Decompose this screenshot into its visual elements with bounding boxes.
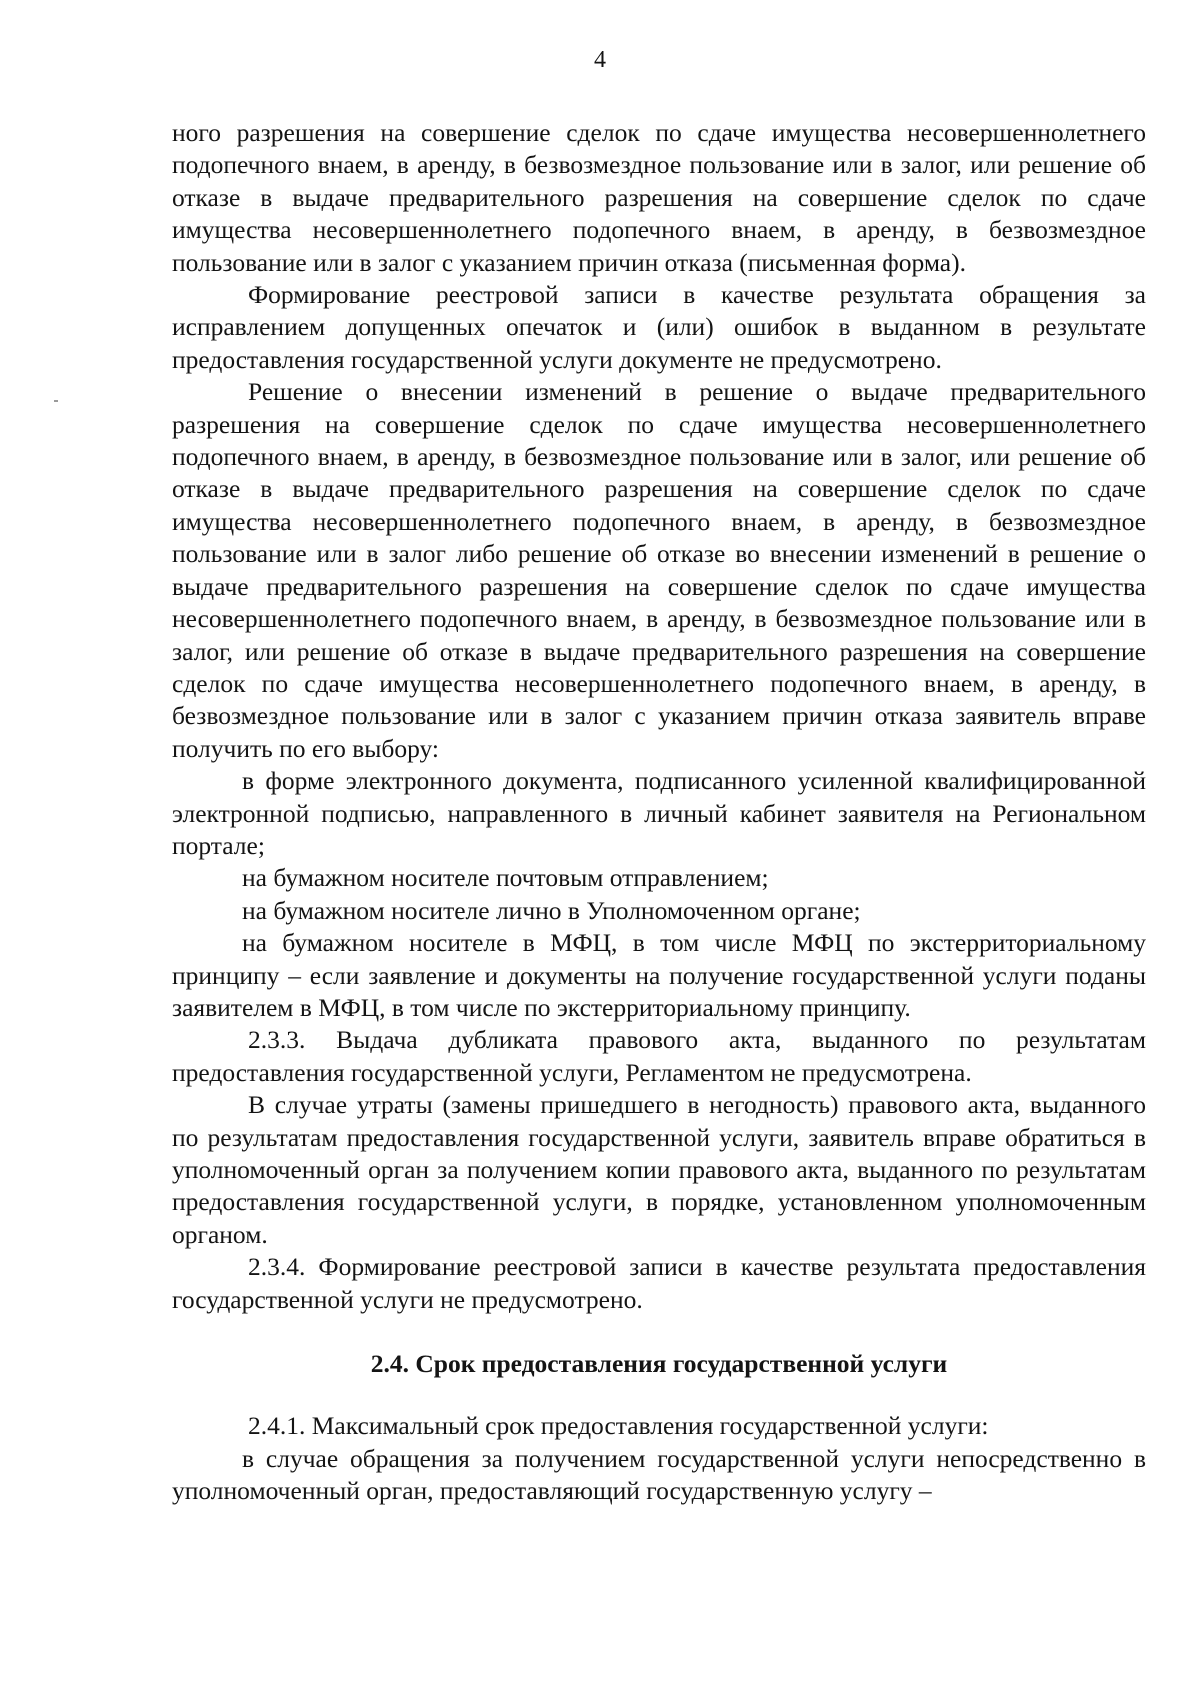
list-item-post: на бумажном носителе почтовым отправлением; [242, 863, 769, 893]
section-heading-2-4: 2.4. Срок предоставления государственной услуги [370, 1349, 948, 1379]
paragraph-2-3-4: 2.3.4. Формирование реестровой записи в качестве результата предоставления государственной услуги не предусмотрено. [172, 1252, 1146, 1314]
paragraph-2-3-3: 2.3.3. Выдача дубликата правового акта, выданного по результатам предоставления государственной услуги, Регламентом не предусмотрена. [172, 1025, 1146, 1087]
page-number: 4 [594, 47, 606, 73]
paragraph-loss-replacement: В случае утраты (замены пришедшего в негодность) правового акта, выданного по результатам предоставления государственной услуги, заявитель вправе обратиться в уполномоченный орган за получением копии правового акта, выданного по результатам предоставления государственной услуги, в порядке, установленном уполномоченным органом. [172, 1090, 1146, 1249]
paragraph-continuation: ного разрешения на совершение сделок по сдаче имущества несовершеннолетнего подопечного внаем, в аренду, в безвозмездное пользование или в залог, или решение об отказе в выдаче предварительного разрешения на совершение сделок по сдаче имущества несовершеннолетнего подопечного внаем, в аренду, в безвозмездное пользование или в залог с указанием причин отказа (письменная форма). [172, 118, 1146, 277]
paragraph-decision-options: Решение о внесении изменений в решение о выдаче предварительного разрешения на совершение сделок по сдаче имущества несовершеннолетнего подопечного внаем, в аренду, в безвозмездное пользование или в залог, или решение об отказе в выдаче предварительного разрешения на совершение сделок по сдаче имущества несовершеннолетнего подопечного внаем, в аренду, в безвозмездное пользование или в залог либо решение об отказе во внесении изменений в решение о выдаче предварительного разрешения на совершение сделок по сдаче имущества несовершеннолетнего подопечного внаем, в аренду, в безвозмездное пользование или в залог, или решение об отказе в выдаче предварительного разрешения на совершение сделок по сдаче имущества несовершеннолетнего подопечного внаем, в аренду, в безвозмездное пользование или в залог с указанием причин отказа заявитель вправе получить по его выбору: [172, 377, 1146, 763]
scan-speck [54, 400, 58, 402]
list-item-mfc: на бумажном носителе в МФЦ, в том числе МФЦ по экстерриториальному принципу – если заявление и документы на получение государственной услуги поданы заявителем в МФЦ, в том числе по экстерриториальному принципу. [172, 928, 1146, 1022]
list-item-electronic: в форме электронного документа, подписанного усиленной квалифицированной электронной подписью, направленного в личный кабинет заявителя на Региональном портале; [172, 766, 1146, 860]
list-item-in-person: на бумажном носителе лично в Уполномоченном органе; [242, 895, 861, 925]
paragraph-direct-request: в случае обращения за получением государственной услуги непосредственно в уполномоченный орган, предоставляющий государственную услугу – [172, 1443, 1146, 1506]
paragraph-2-4-1: 2.4.1. Максимальный срок предоставления государственной услуги: [248, 1411, 989, 1441]
document-body [172, 117, 1146, 1508]
paragraph-registry-record: Формирование реестровой записи в качестве результата обращения за исправлением допущенных опечаток и (или) ошибок в выданном в результате предоставления государственной услуги документе не предусмотрено. [172, 280, 1146, 374]
